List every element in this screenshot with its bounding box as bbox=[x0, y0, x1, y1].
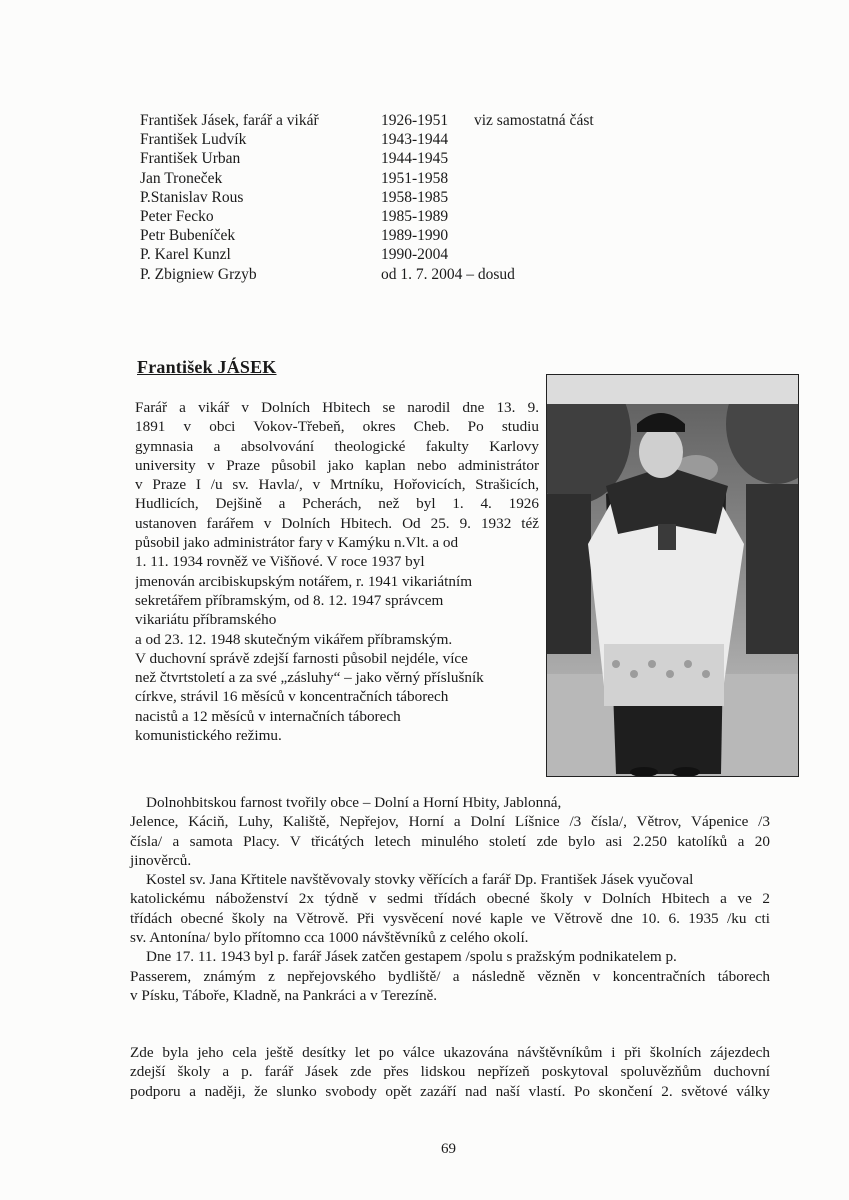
priest-name: P. Zbigniew Grzyb bbox=[140, 265, 257, 283]
paragraph-line: jinověrců. bbox=[130, 851, 192, 869]
biography-paragraph bbox=[135, 398, 539, 745]
priest-years: 1951-1958 bbox=[381, 169, 449, 187]
priest-years: 1926-1951 bbox=[381, 112, 449, 129]
priest-years: 1989-1990 bbox=[381, 227, 449, 245]
paragraph-line: v Písku, Táboře, Kladně, na Pankráci a v Terezíně. bbox=[130, 986, 438, 1004]
bio-line: Hudlicích, Dejšině a Pcherách, než byl 1. 4. 1926 bbox=[135, 495, 539, 513]
paragraph-line: Zde byla jeho cela ještě desítky let po válce ukazována návštěvníkům i při školních zájezdech bbox=[130, 1044, 770, 1061]
priest-name: František Jásek, farář a vikář bbox=[140, 112, 319, 129]
paragraph-line: Jelence, Káciň, Luhy, Kaliště, Nepřejov, Horní a Dolní Líšnice /3 čísla/, Větrov, Vápenice /3 bbox=[130, 813, 770, 831]
priest-name: P.Stanislav Rous bbox=[140, 188, 244, 206]
bio-line: 1. 11. 1934 rovněž ve Višňové. V roce 1937 byl bbox=[135, 553, 425, 571]
bio-line: nacistů a 12 měsíců v internačních táborech bbox=[135, 707, 401, 725]
priest-years: od 1. 7. 2004 – dosud bbox=[381, 265, 515, 283]
paragraph-line: podporu a naději, že slunko svobody opět zazáří nad naší vlastí. Po skončení 2. světové války bbox=[130, 1082, 770, 1100]
paragraph-line: zdejší školy a p. farář Jásek zde přes lidskou nepřízeň poskytoval spoluvězňům duchovní bbox=[130, 1063, 770, 1081]
bio-line: gymnasia a absolvování theologické fakulty Karlovy bbox=[135, 437, 539, 455]
paragraph-line: Kostel sv. Jana Křtitele navštěvovaly stovky věřících a farář Dp. František Jásek vyučoval bbox=[146, 871, 694, 889]
page-number: 69 bbox=[441, 1141, 456, 1157]
bio-line: 1891 v obci Vokov-Třebeň, okres Cheb. Po studiu bbox=[135, 418, 539, 436]
priest-name: Peter Fecko bbox=[140, 207, 214, 225]
priest-years: 1985-1989 bbox=[381, 207, 449, 225]
paragraph-line: sv. Antonína/ bylo přítomno cca 1000 návštěvníků z celého okolí. bbox=[130, 929, 529, 947]
priest-name: P. Karel Kunzl bbox=[140, 246, 231, 264]
priest-note: viz samostatná část bbox=[474, 112, 594, 129]
paragraph-line: třídách obecné školy na Větrově. Při vysvěcení nové kaple ve Větrově dne 10. 6. 1935 /ku cti bbox=[130, 909, 770, 927]
section-heading: František JÁSEK bbox=[137, 357, 277, 377]
priest-name: Jan Troneček bbox=[140, 169, 223, 187]
body-text bbox=[130, 793, 770, 1005]
closing-paragraph bbox=[130, 1043, 770, 1101]
bio-line: university v Praze působil jako kaplan nebo administrátor bbox=[135, 456, 539, 474]
bio-line: a od 23. 12. 1948 skutečným vikářem příbramským. bbox=[135, 630, 453, 648]
priest-years: 1943-1944 bbox=[381, 131, 449, 149]
bio-line: jmenován arcibiskupským notářem, r. 1941 vikariátním bbox=[135, 572, 473, 590]
paragraph-line: čísla/ a samota Placy. V třicátých letech minulého století zde bylo asi 2.250 katolíků a 20 bbox=[130, 832, 770, 850]
bio-line: komunistického režimu. bbox=[135, 727, 282, 745]
bio-line: sekretářem příbramským, od 8. 12. 1947 správcem bbox=[135, 591, 444, 609]
priest-years: 1990-2004 bbox=[381, 246, 449, 264]
priest-years: 1944-1945 bbox=[381, 150, 449, 168]
paragraph-line: Dolnohbitskou farnost tvořily obce – Dolní a Horní Hbity, Jablonná, bbox=[146, 794, 562, 811]
bio-line: v Praze I /u sv. Havla/, v Mrtníku, Hořovicích, Strašicích, bbox=[135, 476, 539, 494]
priest-years: 1958-1985 bbox=[381, 188, 449, 206]
paragraph-line: Passerem, známým z nepřejovského bydliště/ a následně vězněn v koncentračních táborech bbox=[130, 967, 770, 985]
bio-line: vikariátu příbramského bbox=[135, 611, 277, 629]
bio-line: než čtvrtstoletí a za své „zásluhy“ – jako věrný příslušník bbox=[135, 669, 484, 687]
bio-line: Farář a vikář v Dolních Hbitech se narodil dne 13. 9. bbox=[135, 399, 539, 416]
paragraph-line: katolickému náboženství 2x týdně v sedmi třídách obecné školy v Dolních Hbitech a ve 2 bbox=[130, 890, 770, 908]
priest-name: František Urban bbox=[140, 150, 241, 168]
bio-line: působil jako administrátor fary v Kamýku n.Vlt. a od bbox=[135, 534, 459, 552]
paragraph-line: Dne 17. 11. 1943 byl p. farář Jásek zatčen gestapem /spolu s pražským podnikatelem p. bbox=[146, 948, 677, 966]
bio-line: ustanoven farářem v Dolních Hbitech. Od 25. 9. 1932 též bbox=[135, 514, 539, 532]
bio-line: církve, strávil 16 měsíců v koncentračních táborech bbox=[135, 688, 449, 706]
priest-name: Petr Bubeníček bbox=[140, 227, 236, 245]
priest-photo bbox=[546, 374, 799, 777]
bio-line: V duchovní správě zdejší farnosti působil nejdéle, více bbox=[135, 649, 468, 667]
priest-name: František Ludvík bbox=[140, 131, 247, 149]
